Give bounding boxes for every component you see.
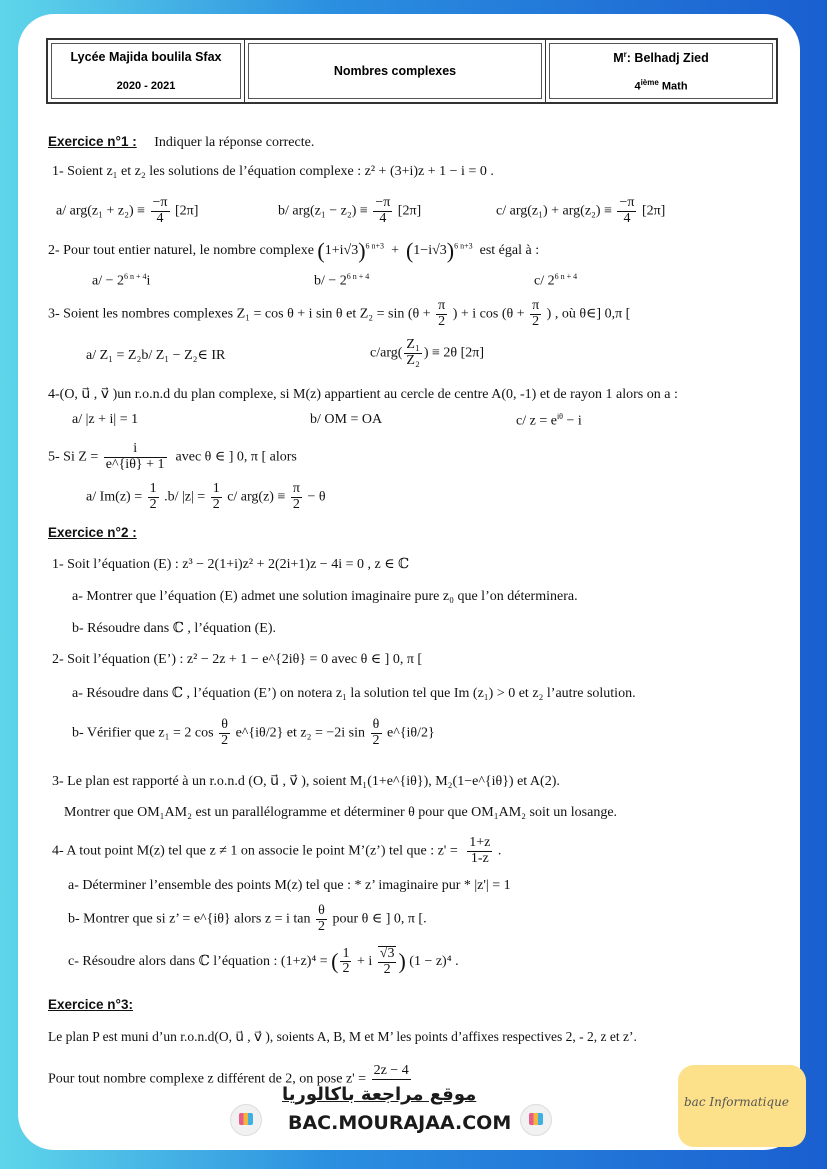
- ex1-q5: 5- Si Z = $\frac{i}{e\^{}\{i\theta\} + 1}$ avec θ ∈ ] 0, π [ alors: [48, 441, 297, 472]
- ex1-q4-option-b: b/ OM = OA: [310, 412, 383, 427]
- ex1-q3-option-c: c/arg( $\frac{\text{Z₁}}{\text{Z₂}}$ ) ≡ 2θ [2π]: [370, 337, 484, 368]
- ex1-q2-option-a: $a/ - 2^{6 n + 4}i$: [92, 272, 151, 289]
- document-title: Nombres complexes: [333, 64, 457, 78]
- ex1-q1-option-c: c/ arg(z₁) + arg(z₂) ≡ $\frac{-\pi}{4}$ [2π]: [496, 195, 666, 226]
- footer-url-link[interactable]: BAC.MOURAJAA.COM: [288, 1112, 512, 1134]
- ex1-q1-option-a: a/ arg(z₁ + z₂) ≡ $\frac{-\pi}{4}$ [2π]: [56, 195, 199, 226]
- content: [18, 14, 800, 1150]
- ex1-q4: 4-(O, u⃗ , v⃗ )un r.o.n.d du plan complexe, si M(z) appartient au cercle de centre A(0, -1) et de rayon 1 alors on a :: [48, 387, 678, 402]
- ex2-q1a: a- Montrer que l’équation (E) admet une solution imaginaire pure z₀ que l’on déterminera.: [72, 589, 578, 604]
- ex1-q1-option-b: b/ arg(z₁ − z₂) ≡ $\frac{-\pi}{4}$ [2π]: [278, 195, 422, 226]
- ex2-q1b: b- Résoudre dans ℂ , l’équation (E).: [72, 621, 276, 636]
- ex3-heading: Exercice n°3:: [48, 997, 133, 1012]
- ex1-q1: 1- Soient z₁ et z₂ les solutions de l’équation complexe : z² + (3+i)z + 1 − i = 0 .: [52, 164, 494, 179]
- school-name: Lycée Majida boulila Sfax: [70, 50, 222, 64]
- ex1-q4-option-c: c/ $z = e^{i\theta} - i$: [516, 412, 582, 429]
- ex2-heading: Exercice n°2 :: [48, 525, 137, 540]
- ex1-q5-options: a/ Im(z) = $\frac{1}{2}$ .b/ |z| = $\frac{1}{2}$ c/ arg(z) ≡ $\frac{\pi}{2}$ − θ: [86, 481, 326, 512]
- ex2-q3: 3- Le plan est rapporté à un r.o.n.d (O, u⃗ , v⃗ ), soient M₁(1+e^{iθ}), M₂(1−e^{iθ}) et A(2).: [52, 774, 560, 789]
- ex1-q2: 2- Pour tout entier naturel, le nombre complexe $(1+i√3)^{6 n+3} + (1-i√3)^{6 n+3}$ est égal à :: [48, 238, 540, 263]
- ex2-q4b: b- Montrer que si z’ = e^{iθ} alors z = i tan $\frac{\theta}{2}$ pour θ ∈ ] 0, π [.: [68, 903, 427, 934]
- ex1-heading: Exercice n°1 :: [48, 134, 137, 149]
- ex2-q4c: c- Résoudre alors dans ℂ l’équation : (1+z)⁴ = ( $\frac{1}{2}$ + i $\frac{√3}{2}$ ) (1 − z)⁴ .: [68, 945, 459, 977]
- ex1-q2-option-b: $b/ - 2^{6 n + 4}$: [314, 272, 370, 289]
- ex1-q2-option-c: c/ $2^{6 n + 4}$: [534, 272, 578, 289]
- ex2-q1: 1- Soit l’équation (E) : z³ − 2(1+i)z² + 2(2i+1)z − 4i = 0 , z ∈ ℂ: [52, 557, 410, 572]
- site-logo-right: [520, 1104, 552, 1136]
- ex2-q2: 2- Soit l’équation (E’) : z² − 2z + 1 − e^{2iθ} = 0 avec θ ∈ ] 0, π [: [52, 652, 423, 667]
- ex1-q4-option-a: a/ |z + i| = 1: [72, 412, 139, 427]
- ex1-q3: 3- Soient les nombres complexes Z₁ = cos θ + i sin θ et Z₂ = sin (θ + $\frac{\pi}{2}$ ) + i cos (θ + $\frac{\pi}{2}$ ) , où θ∈] 0,π [: [48, 298, 631, 329]
- footer-arabic-text: موقع مراجعة باكالوريا: [282, 1084, 477, 1105]
- ex2-q2a: a- Résoudre dans ℂ , l’équation (E’) on notera z₁ la solution tel que Im (z₁) > 0 et z₂ l’autre solution.: [72, 686, 636, 701]
- ex2-q2b: b- Vérifier que z₁ = 2 cos $\frac{\theta}{2}$ e^{iθ/2} et z₂ = −2i sin $\frac{\theta}{2}$ e^{iθ/2}: [72, 717, 435, 748]
- ex2-q4a: a- Déterminer l’ensemble des points M(z) tel que : * z’ imaginaire pur * |z'| = 1: [68, 878, 511, 893]
- class-level: 4ième Math: [634, 78, 688, 93]
- ex3-p1: Le plan P est muni d’un r.o.n.d(O, u⃗ , v⃗ ), soients A, B, M et M’ les points d’affixes respectives 2, - 2, z et z’.: [48, 1029, 637, 1044]
- school-year: 2020 - 2021: [116, 80, 176, 92]
- ex1-q3-options-ab: a/ Z₁ = Z₂b/ Z₁ − Z₂∈ IR: [86, 348, 226, 363]
- document-page: [18, 14, 800, 1150]
- ex2-q4: 4- A tout point M(z) tel que z ≠ 1 on associe le point M’(z’) tel que : z' = $\frac{1+z}{1-z}$ .: [52, 835, 502, 866]
- bac-informatique-badge: bac Informatique: [678, 1065, 806, 1147]
- ex3-p2: Pour tout nombre complexe z différent de 2, on pose z' = 2z − 4: [48, 1063, 409, 1087]
- ex2-q3b: Montrer que OM₁AM₂ est un parallélogramme et déterminer θ pour que OM₁AM₂ soit un losange.: [64, 805, 618, 820]
- ex1-intro: Indiquer la réponse correcte.: [154, 135, 315, 150]
- teacher-name: $M^r$: Belhadj Zied: [613, 50, 709, 66]
- site-logo-left: [230, 1104, 262, 1136]
